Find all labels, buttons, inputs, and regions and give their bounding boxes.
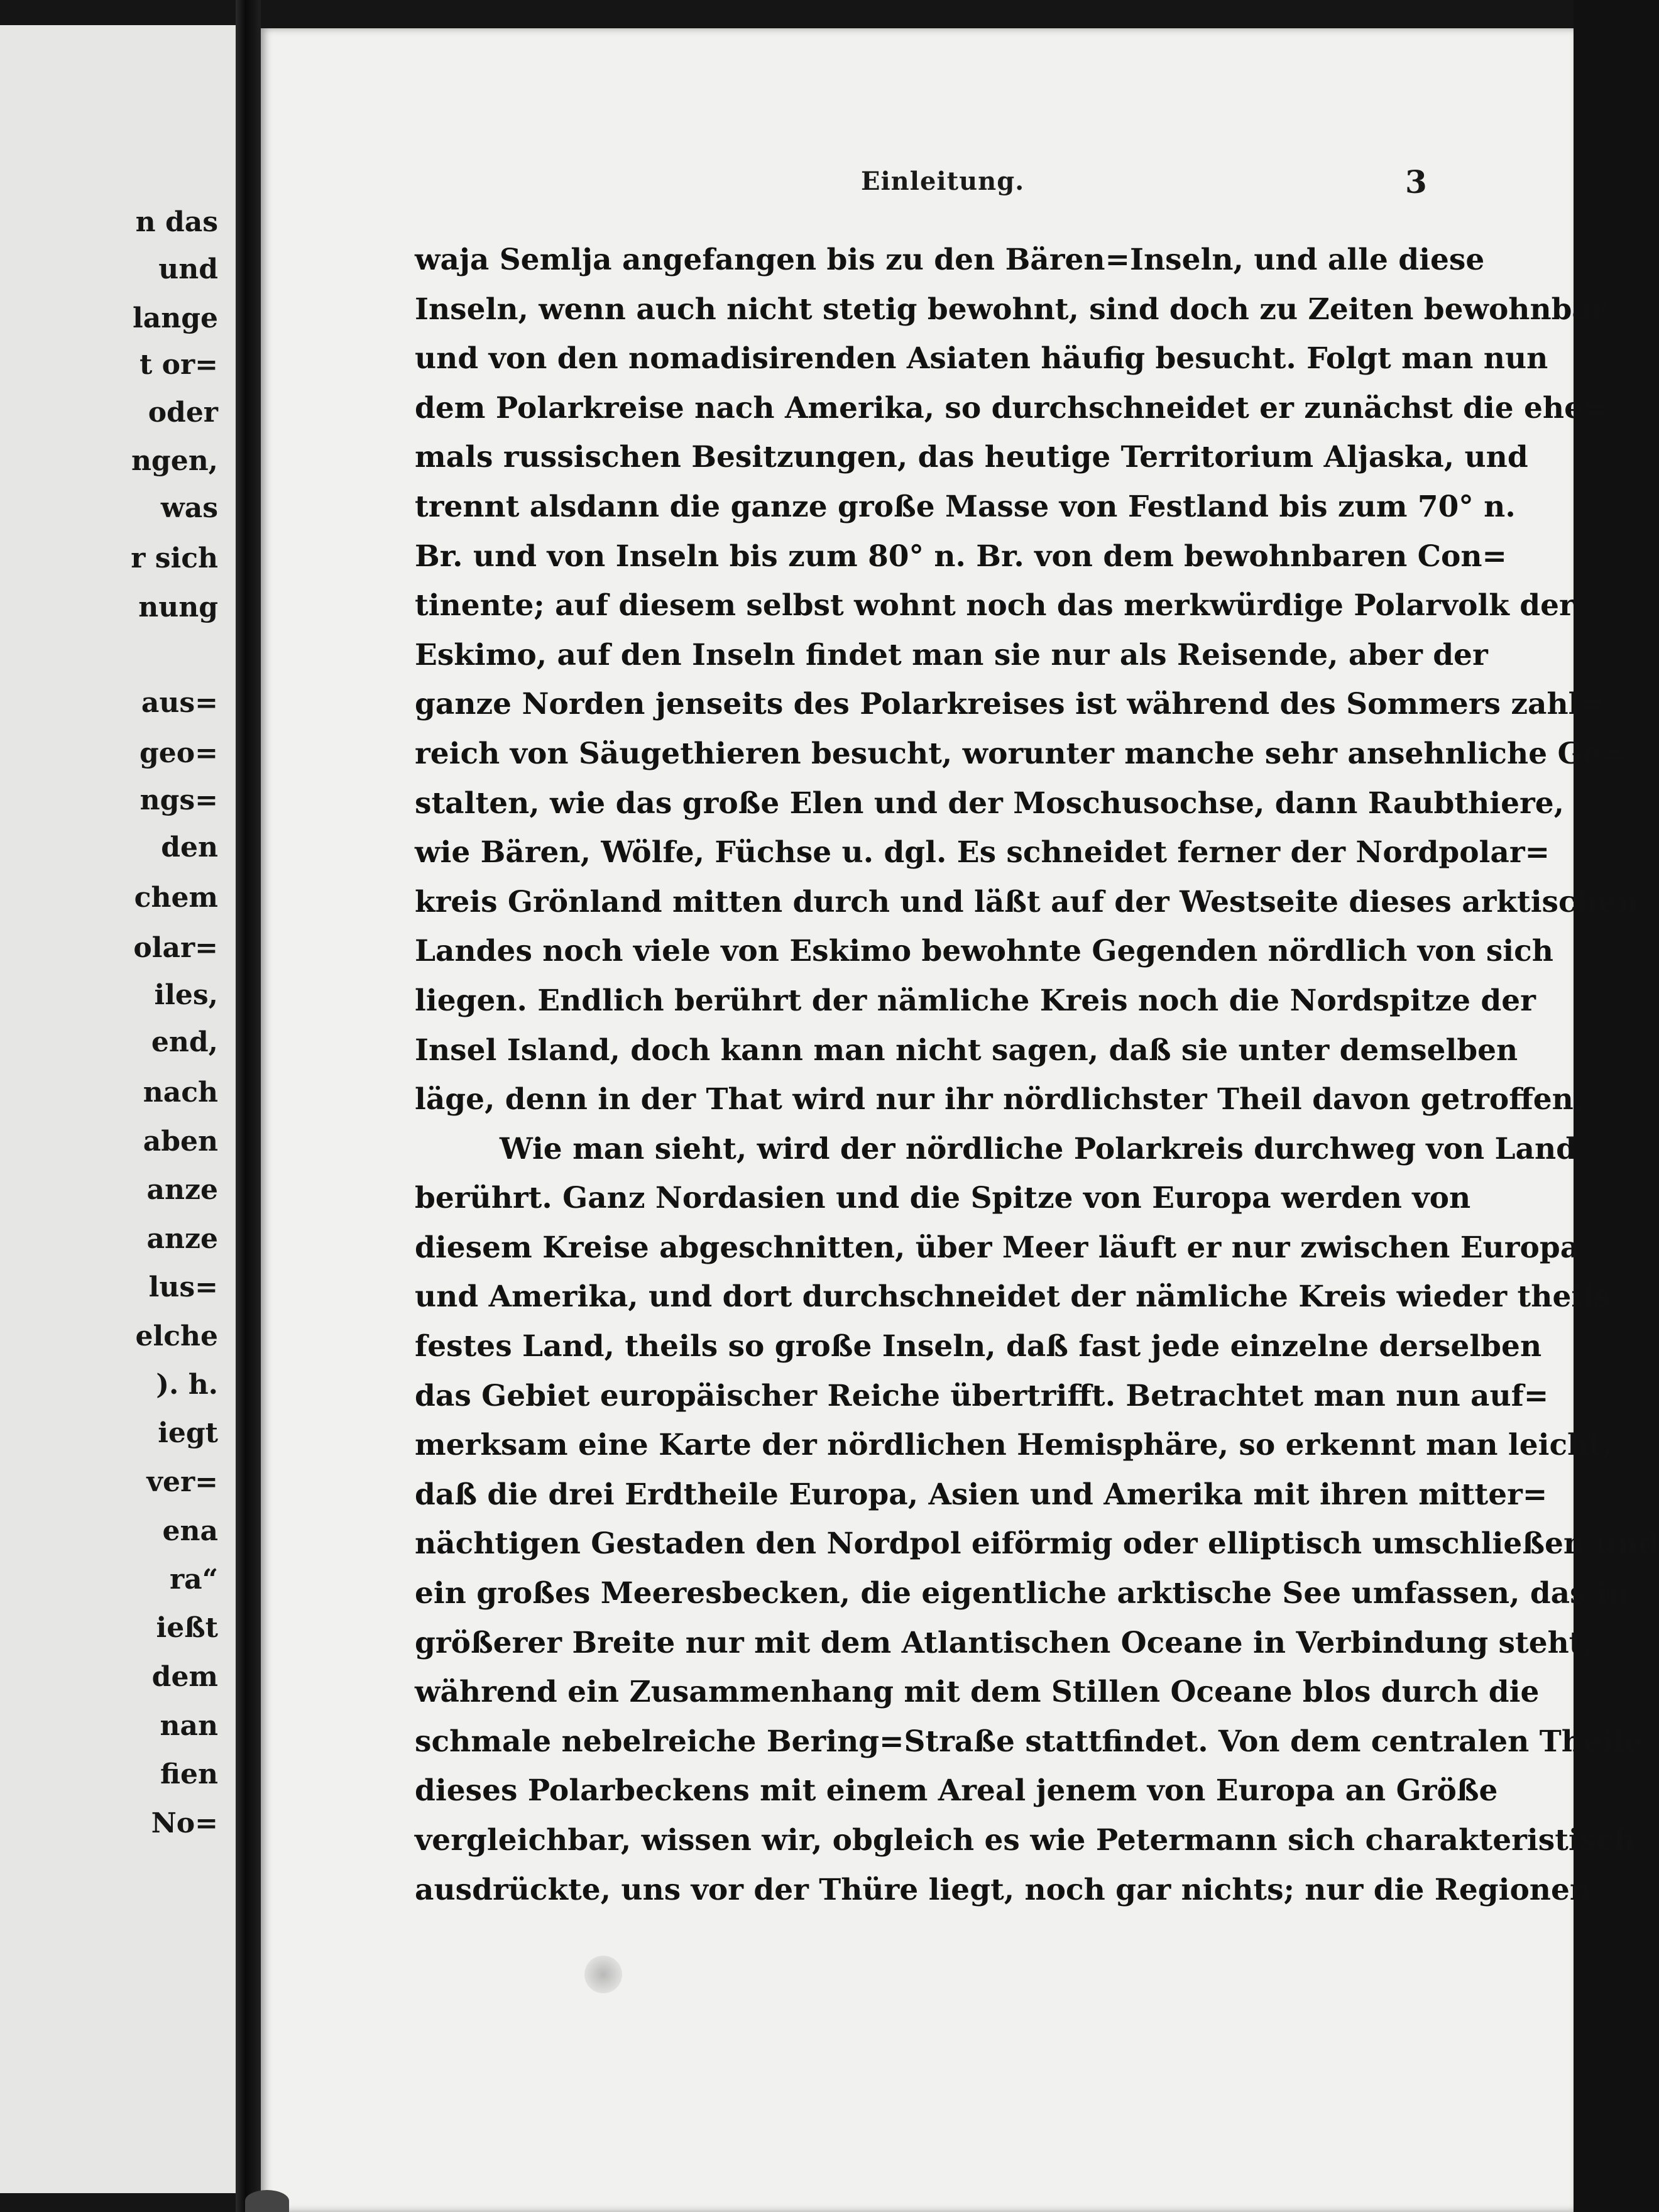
facing-page-fragment: lus= — [148, 1271, 218, 1303]
text-line: daß die drei Erdtheile Europa, Asien und Amerika mit ihren mitter= — [415, 1477, 1548, 1512]
scan-artifact — [245, 2190, 289, 2212]
facing-page-fragment: geo= — [140, 737, 218, 769]
facing-page-fragment: ngs= — [140, 784, 218, 816]
text-line: berührt. Ganz Nordasien und die Spitze von Europa werden von — [415, 1181, 1471, 1216]
text-line: Br. und von Inseln bis zum 80° n. Br. von dem bewohnbaren Con= — [415, 539, 1507, 574]
facing-page-fragment: ngen, — [131, 445, 218, 477]
ink-smudge — [584, 1956, 622, 1993]
facing-page-fragment: end, — [151, 1026, 218, 1058]
facing-page-fragment: den — [161, 831, 218, 863]
facing-page-fragment: r sich — [131, 542, 218, 574]
text-line: Insel Island, doch kann man nicht sagen, daß sie unter demselben — [415, 1032, 1518, 1068]
facing-page-fragment: iles, — [154, 979, 218, 1011]
text-line: mals russischen Besitzungen, das heutige Territorium Aljaska, und — [415, 440, 1528, 475]
text-line: liegen. Endlich berührt der nämliche Kreis noch die Nordspitze der — [415, 983, 1536, 1018]
text-line: das Gebiet europäischer Reiche übertrifft. Betrachtet man nun auf= — [415, 1378, 1549, 1413]
text-line: tinente; auf diesem selbst wohnt noch das merkwürdige Polarvolk der — [415, 588, 1575, 623]
text-line: diesem Kreise abgeschnitten, über Meer läuft er nur zwischen Europa — [415, 1230, 1580, 1265]
text-line: wie Bären, Wölfe, Füchse u. dgl. Es schneidet ferner der Nordpolar= — [415, 835, 1550, 870]
facing-page-fragment: ra“ — [170, 1563, 218, 1596]
text-line: dieses Polarbeckens mit einem Areal jenem von Europa an Größe — [415, 1773, 1498, 1809]
text-line: während ein Zusammenhang mit dem Stillen Oceane blos durch die — [415, 1675, 1540, 1710]
text-line: läge, denn in der That wird nur ihr nördlichster Theil davon getroffen. — [415, 1082, 1584, 1117]
text-line: ein großes Meeresbecken, die eigentliche arktische See umfassen, das in — [415, 1576, 1629, 1611]
text-line: Landes noch viele von Eskimo bewohnte Gegenden nördlich von sich — [415, 934, 1553, 969]
facing-page-fragment: ver= — [146, 1466, 218, 1498]
text-line: waja Semlja angefangen bis zu den Bären=Inseln, und alle diese — [415, 243, 1485, 277]
body-text — [415, 236, 1659, 1915]
text-line: stalten, wie das große Elen und der Moschusochse, dann Raubthiere, — [415, 786, 1565, 821]
facing-page-left — [0, 25, 236, 2193]
facing-page-fragment: ena — [162, 1515, 218, 1547]
text-line: schmale nebelreiche Bering=Straße stattfindet. Von dem centralen Theile — [415, 1724, 1643, 1759]
text-line: merksam eine Karte der nördlichen Hemisphäre, so erkennt man leicht, — [415, 1428, 1613, 1463]
text-line: größerer Breite nur mit dem Atlantischen Oceane in Verbindung steht, — [415, 1625, 1593, 1660]
facing-page-fragment: dem — [151, 1661, 218, 1693]
facing-page-fragment: t or= — [139, 349, 218, 381]
facing-page-fragment: oder — [148, 397, 218, 429]
text-line: trennt alsdann die ganze große Masse von Festland bis zum 70° n. — [415, 489, 1516, 524]
text-line: ausdrückte, uns vor der Thüre liegt, noch gar nichts; nur die Regionen — [415, 1872, 1592, 1907]
text-line: und Amerika, und dort durchschneidet der nämliche Kreis wieder theils — [415, 1279, 1611, 1315]
facing-page-fragment: anze — [146, 1223, 218, 1255]
facing-page-fragment: aus= — [141, 687, 218, 719]
facing-page-fragment: ). h. — [156, 1369, 218, 1401]
facing-page-fragment: olar= — [133, 932, 218, 964]
text-line: Inseln, wenn auch nicht stetig bewohnt, sind doch zu Zeiten bewohnbar — [415, 292, 1607, 327]
text-line: vergleichbar, wissen wir, obgleich es wie Petermann sich charakteristisch — [415, 1823, 1636, 1858]
facing-page-fragment: ießt — [156, 1612, 218, 1644]
facing-page-fragment: nach — [143, 1076, 218, 1109]
facing-page-fragment: und — [158, 253, 218, 285]
page-number: 3 — [1405, 163, 1427, 200]
facing-page-fragment: fien — [160, 1758, 218, 1790]
book-gutter — [236, 0, 261, 2212]
facing-page-fragment: No= — [151, 1807, 218, 1839]
text-line: nächtigen Gestaden den Nordpol eiförmig oder elliptisch umschließen und — [415, 1526, 1659, 1562]
facing-page-fragment: was — [160, 492, 218, 524]
facing-page-fragment: aben — [143, 1125, 218, 1158]
text-line: Wie man sieht, wird der nördliche Polarkreis durchweg von Land — [500, 1131, 1577, 1166]
text-line: und von den nomadisirenden Asiaten häufig besucht. Folgt man nun — [415, 341, 1548, 376]
facing-page-fragment: n das — [135, 206, 218, 238]
facing-page-fragment: elche — [135, 1320, 218, 1352]
text-line: Eskimo, auf den Inseln findet man sie nur als Reisende, aber der — [415, 637, 1488, 672]
facing-page-fragment: iegt — [158, 1417, 218, 1449]
facing-page-fragment: nan — [160, 1710, 218, 1742]
text-line: ganze Norden jenseits des Polarkreises ist während des Sommers zahl= — [415, 687, 1604, 722]
text-line: kreis Grönland mitten durch und läßt auf der Westseite dieses arktischen — [415, 884, 1638, 919]
text-line: festes Land, theils so große Inseln, daß fast jede einzelne derselben — [415, 1329, 1542, 1364]
facing-page-fragment: lange — [133, 302, 218, 334]
running-header: Einleitung. — [861, 167, 1025, 196]
facing-page-fragment: chem — [134, 882, 218, 914]
text-line: dem Polarkreise nach Amerika, so durchschneidet er zunächst die ehe= — [415, 390, 1608, 425]
facing-page-fragment: nung — [138, 591, 218, 623]
text-line: reich von Säugethieren besucht, worunter manche sehr ansehnliche Ge= — [415, 736, 1626, 771]
facing-page-fragment: anze — [146, 1174, 218, 1206]
